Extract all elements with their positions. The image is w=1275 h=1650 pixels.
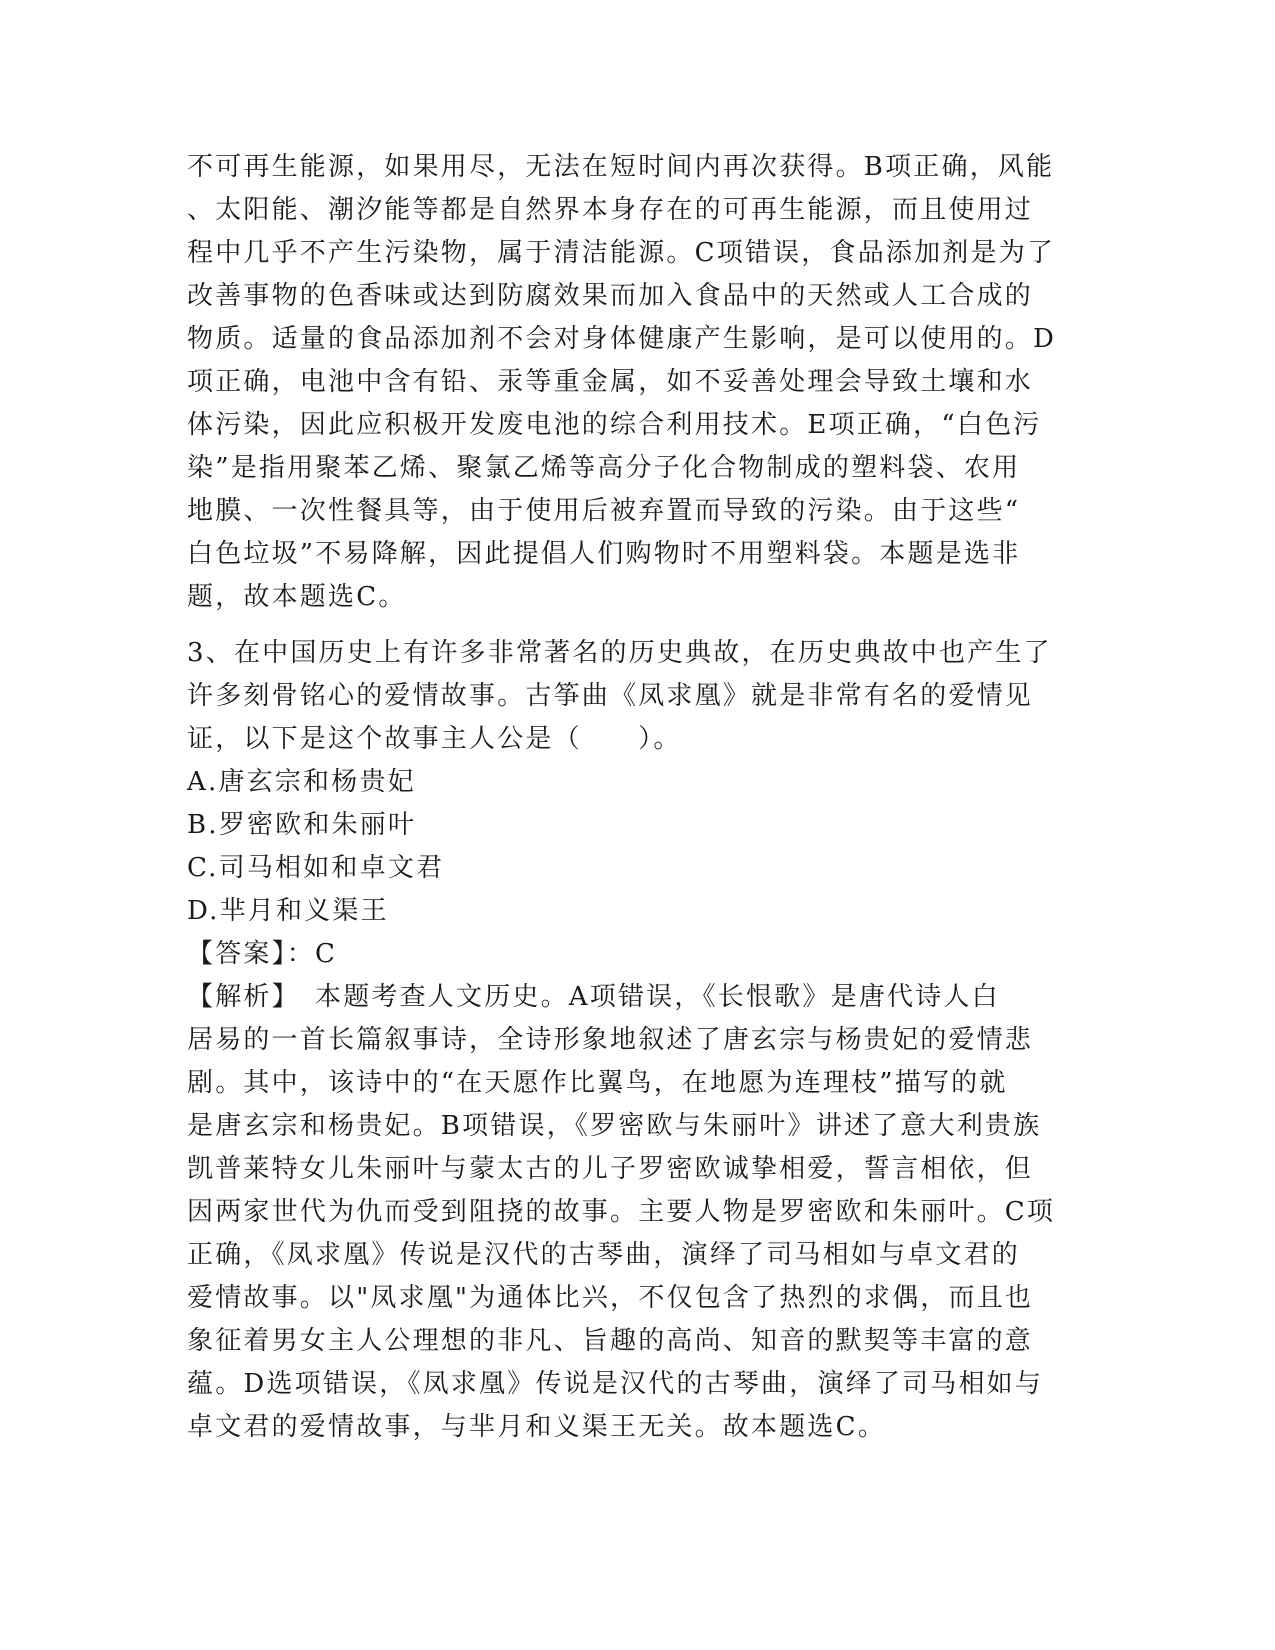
text-line: 染”是指用聚苯乙烯、聚氯乙烯等高分子化合物制成的塑料袋、农用: [187, 453, 1021, 483]
question-stem-line: 3、在中国历史上有许多非常著名的历史典故，在历史典故中也产生了: [187, 638, 1052, 668]
analysis-line: 象征着男女主人公理想的非凡、旨趣的高尚、知音的默契等丰富的意: [187, 1326, 1034, 1356]
text-line: 改善事物的色香味或达到防腐效果而加入食品中的天然或人工合成的: [187, 281, 1034, 311]
previous-explanation: [187, 146, 1067, 619]
question-3: [187, 632, 1067, 1449]
option-c: C.司马相如和卓文君: [187, 853, 445, 883]
analysis-line: 居易的一首长篇叙事诗，全诗形象地叙述了唐玄宗与杨贵妃的爱情悲: [187, 1025, 1034, 1055]
analysis-line: 正确，《凤求凰》传说是汉代的古琴曲，演绎了司马相如与卓文君的: [187, 1240, 1021, 1270]
text-line: 物质。适量的食品添加剂不会对身体健康产生影响，是可以使用的。D: [187, 324, 1057, 354]
text-line: 白色垃圾”不易降解，因此提倡人们购物时不用塑料袋。本题是选非: [187, 539, 1021, 569]
analysis-line: 凯普莱特女儿朱丽叶与蒙太古的儿子罗密欧诚挚相爱，誓言相依，但: [187, 1154, 1034, 1184]
answer-line: 【答案】：C: [187, 939, 338, 969]
analysis-line: 是唐玄宗和杨贵妃。B项错误，《罗密欧与朱丽叶》讲述了意大利贵族: [187, 1111, 1042, 1141]
text-line: 地膜、一次性餐具等，由于使用后被弃置而导致的污染。由于这些“: [187, 496, 1021, 526]
text-line: 、太阳能、潮汐能等都是自然界本身存在的可再生能源，而且使用过: [187, 195, 1034, 225]
analysis-line: 剧。其中，该诗中的“在天愿作比翼鸟，在地愿为连理枝”描写的就: [187, 1068, 1008, 1098]
analysis-line: 蕴。D选项错误，《凤求凰》传说是汉代的古琴曲，演绎了司马相如与: [187, 1369, 1044, 1399]
text-line: 题，故本题选C。: [187, 582, 407, 612]
question-stem-line: 许多刻骨铭心的爱情故事。古筝曲《凤求凰》就是非常有名的爱情见: [187, 681, 1034, 711]
option-a: A.唐玄宗和杨贵妃: [187, 767, 416, 797]
question-stem-line: 证，以下是这个故事主人公是（ ）。: [187, 724, 682, 754]
option-d: D.芈月和义渠王: [187, 896, 389, 926]
document-page: [187, 146, 1067, 1449]
analysis-line: 【解析】 本题考查人文历史。A项错误，《长恨歌》是唐代诗人白: [187, 982, 1000, 1012]
text-line: 程中几乎不产生污染物，属于清洁能源。C项错误，食品添加剂是为了: [187, 238, 1056, 268]
text-line: 项正确，电池中含有铅、汞等重金属，如不妥善处理会导致土壤和水: [187, 367, 1034, 397]
text-line: 体污染，因此应积极开发废电池的综合利用技术。E项正确，“白色污: [187, 410, 1042, 440]
option-b: B.罗密欧和朱丽叶: [187, 810, 417, 840]
analysis-line: 爱情故事。以"凤求凰"为通体比兴，不仅包含了热烈的求偶，而且也: [187, 1283, 1034, 1313]
analysis-line: 卓文君的爱情故事，与芈月和义渠王无关。故本题选C。: [187, 1412, 886, 1442]
text-line: 不可再生能源，如果用尽，无法在短时间内再次获得。B项正确，风能: [187, 152, 1055, 182]
analysis-line: 因两家世代为仇而受到阻挠的故事。主要人物是罗密欧和朱丽叶。C项: [187, 1197, 1056, 1227]
